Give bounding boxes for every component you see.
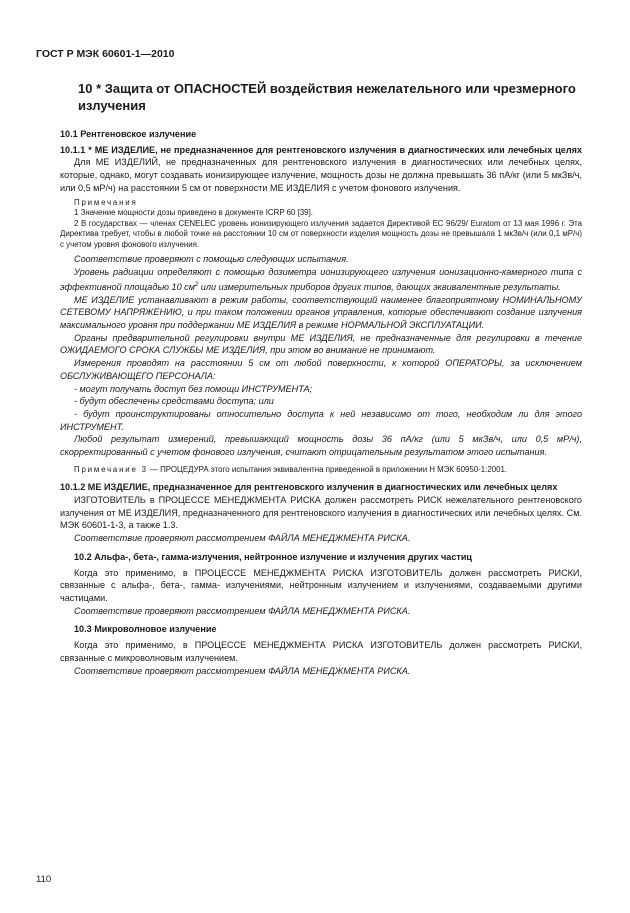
notes-label: Примечания <box>74 197 138 207</box>
compliance-result: Любой результат измерений, превышающий мощность дозы 36 пА/кг (или 5 мкЗв/ч, или 0,5 мР/ч), скорректированный с учетом фонового излучения, считают отрицательным результатом этого испытания. <box>60 434 582 458</box>
heading-10-2: 10.2 Альфа-, бета-, гамма-излучения, нейтронное излучение и излучения других частиц <box>74 551 473 562</box>
notes-block <box>60 198 582 251</box>
compliance-presets: Органы предварительной регулировки внутри МЕ ИЗДЕЛИЯ, не предназначенные для регулировки в течение ОЖИДАЕМОГО СРОКА СЛУЖБЫ МЕ ИЗДЕЛИЯ, при этом во внимание не принимают. <box>60 332 582 356</box>
section-title: 10 * Защита от ОПАСНОСТЕЙ воздействия нежелательного или чрезмерного излучения <box>78 81 576 113</box>
list-item-3: - будут проинструктированы относительно доступа к ней независимо от того, необходим ли для этого ИНСТРУМЕНТ. <box>60 408 582 432</box>
compliance-dosimeter <box>60 266 582 293</box>
document-body <box>60 128 582 677</box>
superscript-2: 2 <box>194 281 199 288</box>
compliance-10-2: Соответствие проверяют рассмотрением ФАЙЛА МЕНЕДЖМЕНТА РИСКА. <box>74 605 411 616</box>
note-3-text: — ПРОЦЕДУРА этого испытания эквивалентна приведенной в приложении Н МЭК 60950-1:2001. <box>147 464 508 474</box>
compliance-distance: Измерения проводят на расстоянии 5 см от любой поверхности, к которой ОПЕРАТОРЫ, за исключением ОБСЛУЖИВАЮЩЕГО ПЕРСОНАЛА: <box>60 358 582 381</box>
note-3-label: Примечание 3 <box>74 464 148 474</box>
paragraph-10-2: Когда это применимо, в ПРОЦЕССЕ МЕНЕДЖМЕНТА РИСКА ИЗГОТОВИТЕЛЬ должен рассмотреть РИСКИ, связанные с альфа-, бета-, гамма- излучениями, нейтронным излучением и излучениями, создаваемыми другими частицами. <box>60 567 582 603</box>
heading-10-1-1: 10.1.1 * МЕ ИЗДЕЛИЕ, не предназначенное для рентгеновского излучения в диагностических или лечебных целях <box>60 144 582 155</box>
page-number: 110 <box>36 874 52 885</box>
compliance-10-3: Соответствие проверяют рассмотрением ФАЙЛА МЕНЕДЖМЕНТА РИСКА. <box>74 665 411 676</box>
heading-10-1-2: 10.1.2 МЕ ИЗДЕЛИЕ, предназначенное для рентгеновского излучения в диагностических или лечебных целях <box>60 482 558 493</box>
compliance-mode: МЕ ИЗДЕЛИЕ устанавливают в режим работы, соответствующий наименее благоприятному НОМИНАЛЬНОМУ СЕТЕВОМУ НАПРЯЖЕНИЮ, и при таком положении органов управления, которые обеспечивают создание излучения максимального уровня при поддержании МЕ ИЗДЕЛИЯ в режиме НОРМАЛЬНОЙ ЭКСПЛУАТАЦИИ. <box>60 294 582 331</box>
list-item-2: - будут обеспечены средствами доступа; или <box>74 396 274 407</box>
heading-10-3: 10.3 Микроволновое излучение <box>74 624 217 635</box>
compliance-intro: Соответствие проверяют с помощью следующих испытания. <box>74 254 349 265</box>
heading-10-1: 10.1 Рентгеновское излучение <box>60 129 197 139</box>
paragraph-10-3: Когда это применимо, в ПРОЦЕССЕ МЕНЕДЖМЕНТА РИСКА ИЗГОТОВИТЕЛЬ должен рассмотреть РИСКИ, связанные с микроволновым излучением. <box>60 640 582 663</box>
note-2: 2 В государствах — членах CENELEC уровень ионизирующего излучения задается Директивой ЕС 96/29/ Euratom от 13 мая 1996 г. Эта Директива требует, чтобы в любой точке на расстоянии 10 см от поверхности изделия мощность дозы не превышала 1 мкЗв/ч (или 0,1 мР/ч) с учетом уровня фонового излучения. <box>60 218 582 249</box>
compliance-dosimeter-text-end: или измерительных приборов других типов, дающих эквивалентные результаты. <box>198 281 561 292</box>
compliance-10-1-2: Соответствие проверяют рассмотрением ФАЙЛА МЕНЕДЖМЕНТА РИСКА. <box>74 533 411 544</box>
note-1: 1 Значение мощности дозы приведено в документе ICRP 60 [39]. <box>74 208 313 218</box>
paragraph-10-1-2: ИЗГОТОВИТЕЛЬ в ПРОЦЕССЕ МЕНЕДЖМЕНТА РИСКА должен рассмотреть РИСК нежелательного рентгеновского излучения от МЕ ИЗДЕЛИЯ, предназначенного для рентгеновского излучения в диагностических или лечебных целях. См. МЭК 60601-1-3, а также 1.3. <box>60 495 582 531</box>
standard-header: ГОСТ Р МЭК 60601-1—2010 <box>36 48 175 60</box>
paragraph-dose-limit: Для МЕ ИЗДЕЛИЙ, не предназначенных для рентгеновского излучения в диагностических или лечебных целях, которые, однако, могут создавать ионизирующее излучение, мощность дозы не должна превышать 36 пА/кг (или 5 мкЗв/ч, или 0,5 мР/ч) на расстоянии 5 см от поверхности МЕ ИЗДЕЛИЯ с учетом фонового излучения. <box>60 157 582 193</box>
compliance-dosimeter-text: Уровень радиации определяют с помощью дозиметра ионизирующего излучения ионизационно-камерного типа с эффективной площадью 10 см <box>60 267 582 292</box>
list-item-1: - могут получать доступ без помощи ИНСТРУМЕНТА; <box>74 383 313 394</box>
note-3 <box>60 465 582 476</box>
